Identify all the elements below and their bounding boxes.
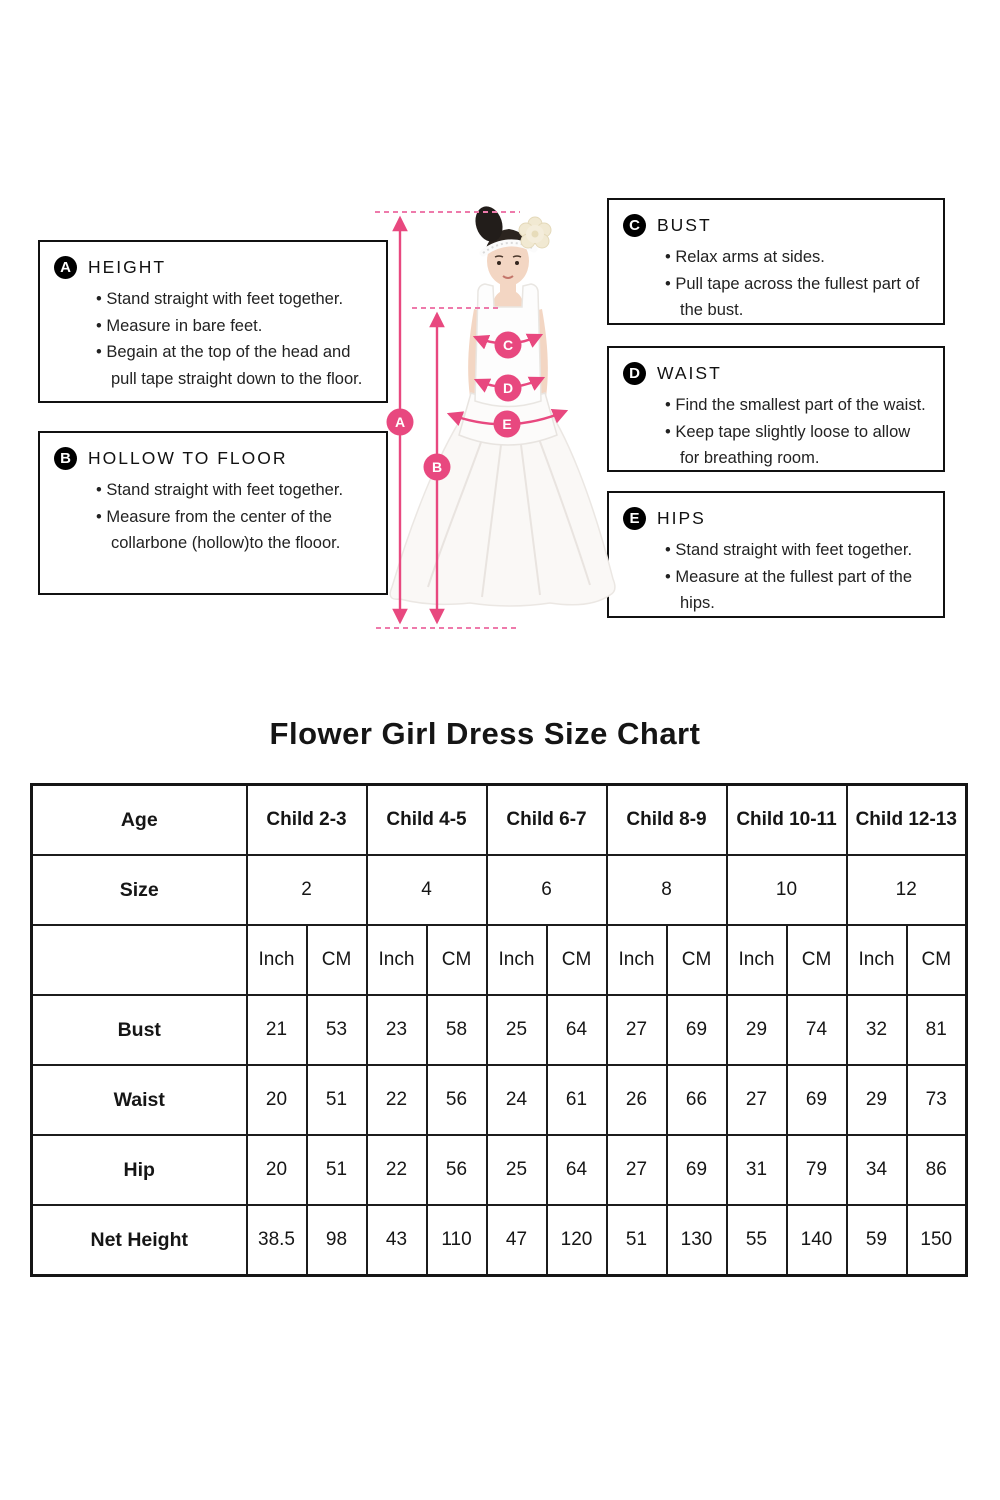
bullet-list xyxy=(52,477,378,557)
measurement-value-cell: 55 xyxy=(727,1205,787,1276)
measurement-value-cell: 20 xyxy=(247,1135,307,1205)
measurement-value-cell: 21 xyxy=(247,995,307,1065)
size-number-cell: 8 xyxy=(607,855,727,925)
unit-cell-cm: CM xyxy=(667,925,727,995)
flower-accessory xyxy=(519,217,551,248)
bullet: • Find the smallest part of the waist. xyxy=(665,392,931,419)
figure-label-c: C xyxy=(502,337,514,353)
bullet: • Begain at the top of the head and pull tape straight down to the floor. xyxy=(96,339,374,392)
measurement-value-cell: 47 xyxy=(487,1205,547,1276)
bullet-list xyxy=(621,244,935,324)
bullet: • Stand straight with feet together. xyxy=(665,537,931,564)
measurement-value-cell: 64 xyxy=(547,1135,607,1205)
size-number-cell: 2 xyxy=(247,855,367,925)
measurement-row-label: Bust xyxy=(32,995,247,1065)
unit-cell-inch: Inch xyxy=(847,925,907,995)
measure-box-hollow-to-floor xyxy=(38,431,388,595)
measurement-value-cell: 74 xyxy=(787,995,847,1065)
measurement-value-cell: 25 xyxy=(487,995,547,1065)
measurement-value-cell: 130 xyxy=(667,1205,727,1276)
unit-empty-cell xyxy=(32,925,247,995)
bullet: • Pull tape across the fullest part of the bust. xyxy=(665,271,931,324)
unit-cell-cm: CM xyxy=(907,925,967,995)
model-figure xyxy=(370,195,630,660)
measure-title-waist: WAIST xyxy=(657,363,722,383)
size-number-cell: 10 xyxy=(727,855,847,925)
chart-title: Flower Girl Dress Size Chart xyxy=(269,716,701,751)
figure-label-d: D xyxy=(502,380,514,396)
measure-box-heading xyxy=(623,507,935,530)
measure-box-heading xyxy=(54,447,378,470)
letter-badge-d: D xyxy=(623,362,646,385)
measurement-value-cell: 29 xyxy=(727,995,787,1065)
letter-badge-b: B xyxy=(54,447,77,470)
measurement-value-cell: 31 xyxy=(727,1135,787,1205)
measurement-row xyxy=(32,995,967,1065)
measurement-value-cell: 120 xyxy=(547,1205,607,1276)
letter-badge-a: A xyxy=(54,256,77,279)
age-group-cell: Child 8-9 xyxy=(607,785,727,856)
measurement-value-cell: 110 xyxy=(427,1205,487,1276)
unit-cell-cm: CM xyxy=(427,925,487,995)
size-number-cell: 6 xyxy=(487,855,607,925)
bullet: • Measure at the fullest part of the hips. xyxy=(665,564,931,617)
age-group-cell: Child 2-3 xyxy=(247,785,367,856)
measurement-value-cell: 22 xyxy=(367,1135,427,1205)
measurement-value-cell: 20 xyxy=(247,1065,307,1135)
measurement-row-label: Waist xyxy=(32,1065,247,1135)
measurement-value-cell: 51 xyxy=(607,1205,667,1276)
measure-title-hollow: HOLLOW TO FLOOR xyxy=(88,448,288,468)
measurement-value-cell: 140 xyxy=(787,1205,847,1276)
measurement-value-cell: 59 xyxy=(847,1205,907,1276)
measurement-value-cell: 81 xyxy=(907,995,967,1065)
age-label-cell: Age xyxy=(32,785,247,856)
unit-cell-cm: CM xyxy=(787,925,847,995)
unit-cell-cm: CM xyxy=(307,925,367,995)
figure-label-a: A xyxy=(394,414,406,430)
letter-badge-c: C xyxy=(623,214,646,237)
measure-box-heading xyxy=(54,256,378,279)
figure-label-e: E xyxy=(502,416,512,432)
measurement-value-cell: 27 xyxy=(727,1065,787,1135)
size-table xyxy=(30,783,968,1277)
measurement-value-cell: 53 xyxy=(307,995,367,1065)
measurement-value-cell: 150 xyxy=(907,1205,967,1276)
unit-cell-inch: Inch xyxy=(727,925,787,995)
unit-cell-cm: CM xyxy=(547,925,607,995)
unit-cell-inch: Inch xyxy=(487,925,547,995)
bullet: • Measure from the center of the collarbone (hollow)to the flooor. xyxy=(96,504,374,557)
measurement-value-cell: 61 xyxy=(547,1065,607,1135)
measurement-value-cell: 58 xyxy=(427,995,487,1065)
measurement-value-cell: 51 xyxy=(307,1065,367,1135)
measurement-value-cell: 73 xyxy=(907,1065,967,1135)
measurement-value-cell: 98 xyxy=(307,1205,367,1276)
unit-cell-inch: Inch xyxy=(367,925,427,995)
figure-label-b: B xyxy=(431,459,443,475)
measure-title-height: HEIGHT xyxy=(88,257,167,277)
girl-illustration xyxy=(390,203,615,606)
measure-box-hips xyxy=(607,491,945,618)
bullet-list xyxy=(621,392,935,472)
bullet: • Stand straight with feet together. xyxy=(96,286,374,313)
measurement-value-cell: 79 xyxy=(787,1135,847,1205)
size-number-cell: 12 xyxy=(847,855,967,925)
letter-badge-e: E xyxy=(623,507,646,530)
measurement-value-cell: 69 xyxy=(667,1135,727,1205)
measure-box-height xyxy=(38,240,388,403)
measure-box-bust xyxy=(607,198,945,325)
measurement-value-cell: 69 xyxy=(787,1065,847,1135)
bullet: • Measure in bare feet. xyxy=(96,313,374,340)
measurement-value-cell: 26 xyxy=(607,1065,667,1135)
measurement-row-label: Hip xyxy=(32,1135,247,1205)
measurement-value-cell: 27 xyxy=(607,995,667,1065)
bullet-list xyxy=(52,286,378,393)
measurement-value-cell: 69 xyxy=(667,995,727,1065)
size-row xyxy=(32,855,967,925)
measurement-row xyxy=(32,1205,967,1276)
measurement-value-cell: 56 xyxy=(427,1135,487,1205)
measurement-row xyxy=(32,1065,967,1135)
unit-cell-inch: Inch xyxy=(607,925,667,995)
age-group-cell: Child 4-5 xyxy=(367,785,487,856)
measurement-value-cell: 23 xyxy=(367,995,427,1065)
size-number-cell: 4 xyxy=(367,855,487,925)
measurement-row-label: Net Height xyxy=(32,1205,247,1276)
measurement-value-cell: 34 xyxy=(847,1135,907,1205)
measurement-value-cell: 51 xyxy=(307,1135,367,1205)
age-group-cell: Child 10-11 xyxy=(727,785,847,856)
bullet: • Relax arms at sides. xyxy=(665,244,931,271)
measure-title-hips: HIPS xyxy=(657,508,706,528)
unit-cell-inch: Inch xyxy=(247,925,307,995)
measure-title-bust: BUST xyxy=(657,215,712,235)
measurement-value-cell: 56 xyxy=(427,1065,487,1135)
measurement-value-cell: 43 xyxy=(367,1205,427,1276)
measurement-value-cell: 38.5 xyxy=(247,1205,307,1276)
age-group-cell: Child 6-7 xyxy=(487,785,607,856)
age-row xyxy=(32,785,967,856)
measure-box-heading xyxy=(623,362,935,385)
measure-box-waist xyxy=(607,346,945,472)
measurement-value-cell: 25 xyxy=(487,1135,547,1205)
bullet-list xyxy=(621,537,935,617)
measure-box-heading xyxy=(623,214,935,237)
measurement-value-cell: 64 xyxy=(547,995,607,1065)
measurement-row xyxy=(32,1135,967,1205)
measurement-value-cell: 24 xyxy=(487,1065,547,1135)
size-label-cell: Size xyxy=(32,855,247,925)
bullet: • Keep tape slightly loose to allow for breathing room. xyxy=(665,419,931,472)
measurement-value-cell: 22 xyxy=(367,1065,427,1135)
measurement-value-cell: 32 xyxy=(847,995,907,1065)
measurement-value-cell: 29 xyxy=(847,1065,907,1135)
bullet: • Stand straight with feet together. xyxy=(96,477,374,504)
measurement-value-cell: 27 xyxy=(607,1135,667,1205)
measurement-value-cell: 86 xyxy=(907,1135,967,1205)
unit-row xyxy=(32,925,967,995)
measurement-value-cell: 66 xyxy=(667,1065,727,1135)
age-group-cell: Child 12-13 xyxy=(847,785,967,856)
